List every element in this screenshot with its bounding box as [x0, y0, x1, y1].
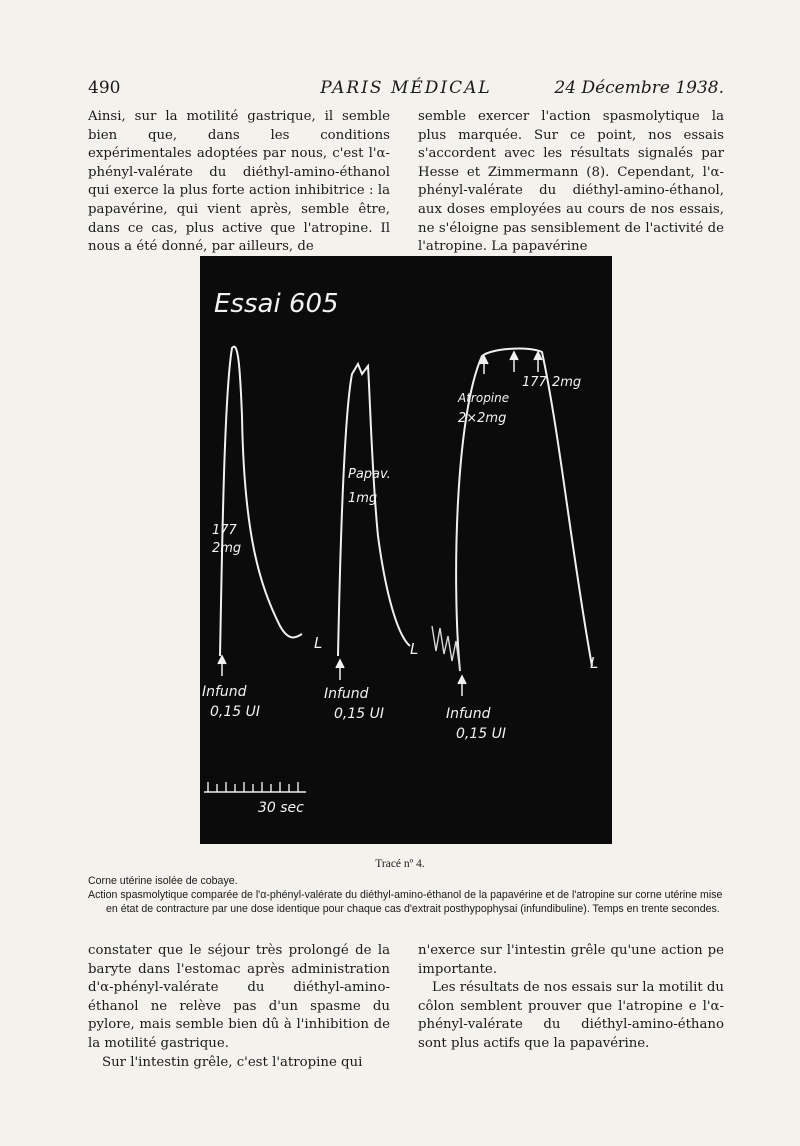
label-1mg: 1mg	[348, 491, 378, 506]
dose-label-3: 0,15 UI	[456, 726, 506, 742]
issue-date: 24 Décembre 1938.	[554, 78, 724, 98]
injection-arrows-top	[480, 352, 542, 374]
journal-title: PARIS MÉDICAL	[320, 78, 492, 98]
kymograph-tracing	[200, 256, 612, 844]
figure-title: Essai 605	[214, 289, 339, 319]
infund-label-1: Infund	[202, 684, 247, 700]
paragraph: Ainsi, sur la motilité gastrique, il semble bien que, dans les conditions expérimentales adoptées par nous, c'est l'α-phényl-valérate du diéthyl-amino-éthanol qui exerce la plus forte action inhibitrice : la papavérine, qui vient après, semble être, dans ce cas, plus active que l'atropine. Il nous a été donné, par ailleurs, de	[88, 109, 390, 255]
marker-l-1: L	[314, 634, 323, 652]
trace-curve-2	[338, 364, 410, 656]
paragraph: semble exercer l'action spasmolytique la plus marquée. Sur ce point, nos essais s'accordent avec les résultats signalés par Hesse et Zimmermann (8). Cependant, l'α-phényl-valérate du diéthyl-amino-éthanol, aux doses employées au cours de nos essais, ne s'éloigne pas sensiblement de l'activité de l'atropine. La papavérine	[418, 109, 724, 255]
label-2mg-right: 2mg	[552, 375, 582, 390]
dose-label-1: 0,15 UI	[210, 704, 260, 720]
column-top-right	[418, 108, 724, 257]
figure-number: Tracé nº 4.	[375, 858, 425, 870]
page-header	[88, 78, 724, 102]
dose-label-2: 0,15 UI	[334, 706, 384, 722]
paragraph: Les résultats de nos essais sur la motilit du côlon semblent prouver que l'atropine e l'α-phényl-valérate du diéthyl-amino-éthano sont plus actifs que la papavérine.	[418, 980, 724, 1051]
column-bottom-right	[418, 942, 724, 1054]
label-2x2mg: 2×2mg	[458, 411, 507, 426]
page-number: 490	[88, 78, 121, 98]
label-177-left: 177	[212, 523, 237, 538]
paragraph: constater que le séjour très prolongé de la baryte dans l'estomac après administration d'α-phényl-valérate du diéthyl-amino-éthanol ne relève pas d'un spasme du pylore, mais semble bien dû à l'inhibition de la motilité gastrique.	[88, 943, 390, 1051]
marker-l-2: L	[410, 640, 419, 658]
marker-l-3: L	[590, 654, 599, 672]
infund-label-3: Infund	[446, 706, 491, 722]
tracing-figure	[200, 256, 612, 844]
paragraph: n'exerce sur l'intestin grêle qu'une action pe importante.	[418, 943, 724, 977]
column-bottom-left	[88, 942, 390, 1072]
time-scale	[204, 782, 306, 792]
label-papav: Papav.	[348, 467, 391, 482]
timescale-label: 30 sec	[258, 800, 304, 816]
trace-baseline-noise	[432, 626, 460, 671]
label-atropine: Atropine	[458, 391, 510, 405]
caption-line-2: Action spasmolytique comparée de l'α-phényl-valérate du diéthyl-amino-éthanol de la papavérine et de l'atropine sur corne utérine mise en état de contracture par une dose identique pour chaque cas d'extrait posthypophysai (infundibuline). Temps en trente secondes.	[88, 889, 723, 915]
infund-label-2: Infund	[324, 686, 369, 702]
label-177-right: 177	[522, 375, 547, 390]
caption-line-1: Corne utérine isolée de cobaye.	[88, 875, 238, 887]
trace-curve-1	[220, 347, 302, 656]
paragraph: Sur l'intestin grêle, c'est l'atropine qui	[102, 1054, 363, 1070]
column-top-left	[88, 108, 390, 257]
figure-caption	[88, 874, 728, 916]
label-2mg-left: 2mg	[212, 541, 242, 556]
